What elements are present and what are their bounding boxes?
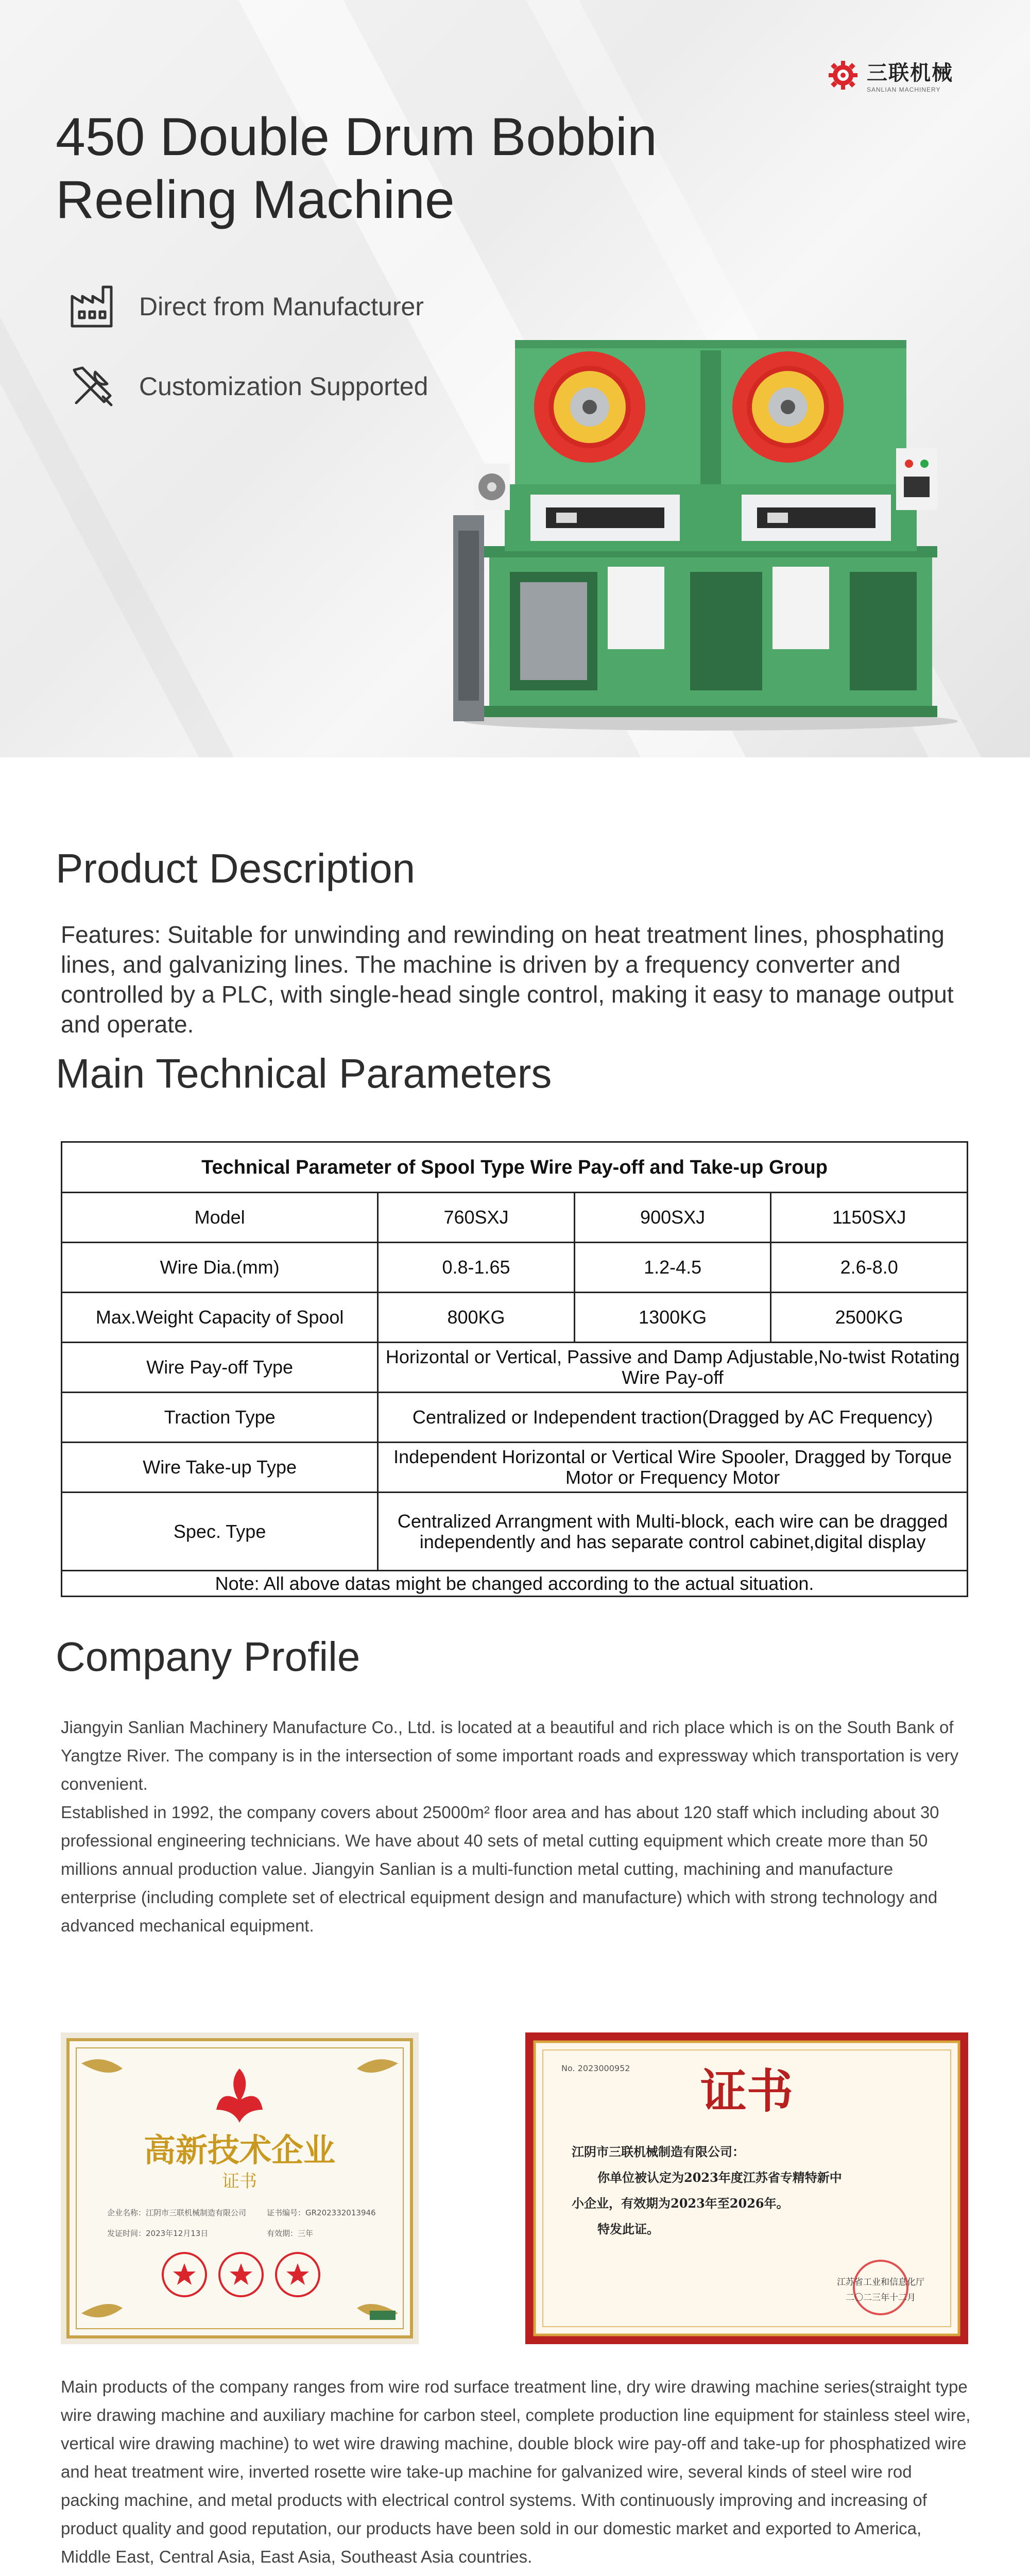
- cert-title: 高新技术企业: [143, 2131, 336, 2169]
- spec-table: [61, 1141, 968, 1597]
- cert-line: 江阴市三联机械制造有限公司：: [572, 2144, 745, 2159]
- table-row: [62, 1393, 968, 1443]
- cert-line: 小企业，有效期为2023年至2026年。: [572, 2196, 789, 2211]
- company-intro-paragraph: Jiangyin Sanlian Machinery Manufacture Co., Ltd. is located at a beautiful and rich place which is on the South Bank of Yangtze River. The company is in the intersection of some important roads and expressway which transportation is very convenient.: [61, 1718, 959, 1793]
- company-products-paragraph: Main products of the company ranges from wire rod surface treatment line, dry wire drawing machine series(straight type wire drawing machine and auxiliary machine for carbon steel, complete production line equipment for stainless steel wire, vertical wire drawing machine) to wet wire drawing machine, double block wire pay-off and take-up for phosphatized wire and heat treatment wire, inverted rosette wire take-up machine for galvanized wire, several kinds of steel wire rod packing machine, and metal products with electrical control systems. With continuously improving and increasing of product quality and good reputation, our products have been sold in our domestic market and exported to America, Middle East, Central Asia, East Asia, Southeast Asia countries.: [61, 2377, 971, 2566]
- cert-line: 你单位被认定为2023年度江苏省专精特新中: [597, 2170, 842, 2185]
- row-label: Wire Dia.(mm): [62, 1243, 378, 1293]
- cell: 760SXJ: [378, 1193, 575, 1243]
- hero-title-line2: Reeling Machine: [56, 170, 455, 230]
- spec-table-title: Technical Parameter of Spool Type Wire Pay-off and Take-up Group: [62, 1142, 968, 1193]
- feature-customization: [67, 361, 428, 412]
- cert-subtitle: 证书: [222, 2171, 257, 2192]
- brand-name-en: SANLIAN MACHINERY: [867, 86, 941, 93]
- gear-logo-icon: [827, 59, 860, 92]
- cert-title: 证书: [700, 2064, 793, 2119]
- merged-cell: Horizontal or Vertical, Passive and Damp Adjustable,No-twist Rotating Wire Pay-off: [378, 1343, 968, 1393]
- cert-field: 发证时间：2023年12月13日: [107, 2229, 209, 2238]
- brand-logo[interactable]: [827, 57, 953, 93]
- cert-field: 有效期：三年: [267, 2229, 314, 2238]
- hero-title: [56, 106, 777, 231]
- table-row: [62, 1293, 968, 1343]
- company-history-paragraph: Established in 1992, the company covers about 25000m² floor area and has about 120 staff which including about 30 professional engineering technicians. We have about 40 sets of metal cutting equipment which create more than 50 millions annual production value. Jiangyin Sanlian is a multi-function metal cutting, machining and manufacture enterprise (including complete set of electrical equipment design and manufacture) which with strong technology and advanced mechanical equipment.: [61, 1803, 939, 1935]
- cert-date: 二〇二三年十二月: [846, 2293, 916, 2303]
- feature-direct-manufacturer: [67, 281, 424, 332]
- cert-line: 特发此证。: [597, 2222, 659, 2236]
- cell: 1.2-4.5: [574, 1243, 771, 1293]
- hero-banner: [0, 0, 1030, 757]
- bobbin-reeling-machine-image: [453, 330, 968, 732]
- row-label: Wire Pay-off Type: [62, 1343, 378, 1393]
- feature-label: Customization Supported: [139, 372, 428, 401]
- table-row: [62, 1443, 968, 1493]
- feature-label: Direct from Manufacturer: [139, 292, 424, 321]
- cell: 2500KG: [771, 1293, 968, 1343]
- table-note-row: [62, 1571, 968, 1597]
- company-profile-heading: Company Profile: [56, 1634, 360, 1680]
- cell: 0.8-1.65: [378, 1243, 575, 1293]
- merged-cell: Centralized Arrangment with Multi-block, each wire can be dragged independently and has separate control cabinet,digital display: [378, 1493, 968, 1571]
- merged-cell: Independent Horizontal or Vertical Wire Spooler, Dragged by Torque Motor or Frequency Motor: [378, 1443, 968, 1493]
- table-row: [62, 1193, 968, 1243]
- product-description-heading: Product Description: [56, 845, 416, 891]
- parameters-heading: Main Technical Parameters: [56, 1050, 552, 1096]
- cell: 1150SXJ: [771, 1193, 968, 1243]
- row-label: Wire Take-up Type: [62, 1443, 378, 1493]
- cell: 900SXJ: [574, 1193, 771, 1243]
- table-row: [62, 1493, 968, 1571]
- cert-field: 证书编号：GR202332013946: [267, 2208, 376, 2217]
- specialized-sme-certificate: [525, 2032, 968, 2344]
- high-tech-enterprise-certificate: [61, 2032, 419, 2344]
- product-description-text: Features: Suitable for unwinding and rewinding on heat treatment lines, phosphating lines, and galvanizing lines. The machine is driven by a frequency converter and controlled by a PLC, with single-head single control, making it easy to manage output and operate.: [61, 921, 954, 1038]
- row-label: Traction Type: [62, 1393, 378, 1443]
- table-row: [62, 1343, 968, 1393]
- factory-icon: [67, 281, 118, 332]
- cert-field: 企业名称：江阴市三联机械制造有限公司: [107, 2208, 247, 2217]
- row-label: Spec. Type: [62, 1493, 378, 1571]
- hero-title-line1: 450 Double Drum Bobbin: [56, 107, 657, 167]
- cell: 1300KG: [574, 1293, 771, 1343]
- row-label: Max.Weight Capacity of Spool: [62, 1293, 378, 1343]
- row-label: Model: [62, 1193, 378, 1243]
- cert-issuer: 江苏省工业和信息化厅: [837, 2277, 924, 2287]
- cert-number: No. 2023000952: [561, 2063, 630, 2073]
- merged-cell: Centralized or Independent traction(Dragged by AC Frequency): [378, 1393, 968, 1443]
- table-row: [62, 1243, 968, 1293]
- brand-name-cn: 三联机械: [867, 62, 953, 84]
- cell: 2.6-8.0: [771, 1243, 968, 1293]
- tools-icon: [67, 361, 118, 412]
- cell: 800KG: [378, 1293, 575, 1343]
- table-note: Note: All above datas might be changed according to the actual situation.: [62, 1571, 968, 1597]
